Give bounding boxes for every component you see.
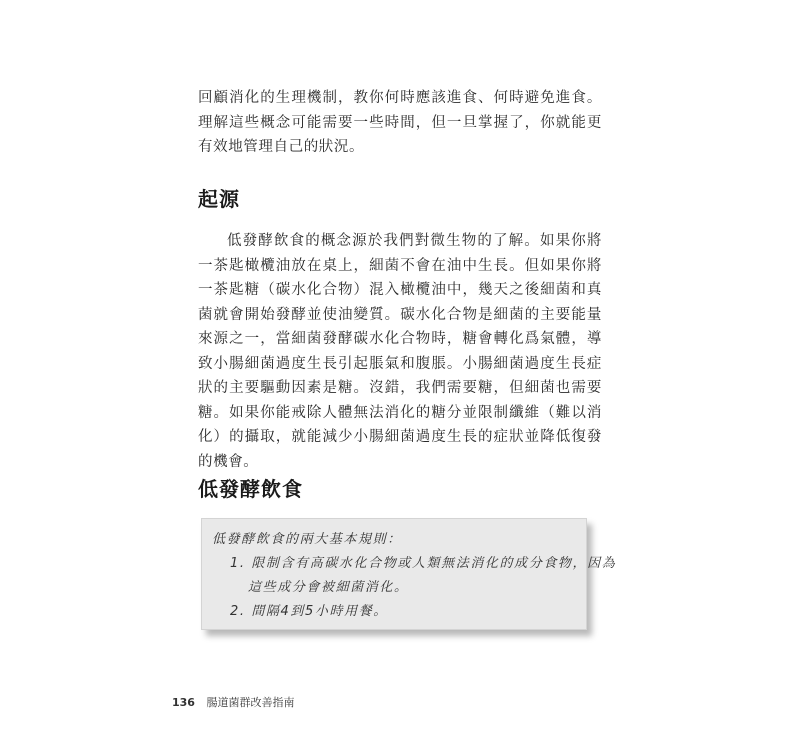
page-footer <box>172 694 294 710</box>
note-title: 低發酵飲食的兩大基本規則： <box>212 532 402 547</box>
note-rule-2: 2. 間隔4到5小時用餐。 <box>230 604 388 619</box>
note-rule-1-line-1: 1. 限制含有高碳水化合物或人類無法消化的成分食物，因為 <box>230 556 617 571</box>
intro-paragraph: 回顧消化的生理機制，教你何時應該進食、何時避免進食。理解這些概念可能需要一些時間，但一旦掌握了，你就能更有效地管理自己的狀況。 <box>198 90 602 155</box>
rules-note-box <box>201 518 617 630</box>
origin-paragraph: 低發酵飲食的概念源於我們對微生物的了解。如果你將一茶匙橄欖油放在桌上，細菌不會在油中生長。但如果你將一茶匙糖（碳水化合物）混入橄欖油中，幾天之後細菌和真菌就會開始發酵並使油變質。碳水化合物是細菌的主要能量來源之一，當細菌發酵碳水化合物時，糖會轉化爲氣體，導致小腸細菌過度生長引起脹氣和腹脹。小腸細菌過度生長症狀的主要驅動因素是糖。沒錯，我們需要糖，但細菌也需要糖。如果你能戒除人體無法消化的糖分並限制纖維（難以消化）的攝取，就能減少小腸細菌過度生長的症狀並降低復發的機會。 <box>198 233 602 470</box>
page-number: 136 <box>172 696 195 709</box>
book-title: 腸道菌群改善指南 <box>206 696 295 709</box>
note-rule-1-line-2: 這些成分會被細菌消化。 <box>248 580 409 595</box>
section-heading-origin: 起源 <box>198 187 240 211</box>
section-heading-low-fermentation-diet: 低發酵飲食 <box>198 477 303 501</box>
